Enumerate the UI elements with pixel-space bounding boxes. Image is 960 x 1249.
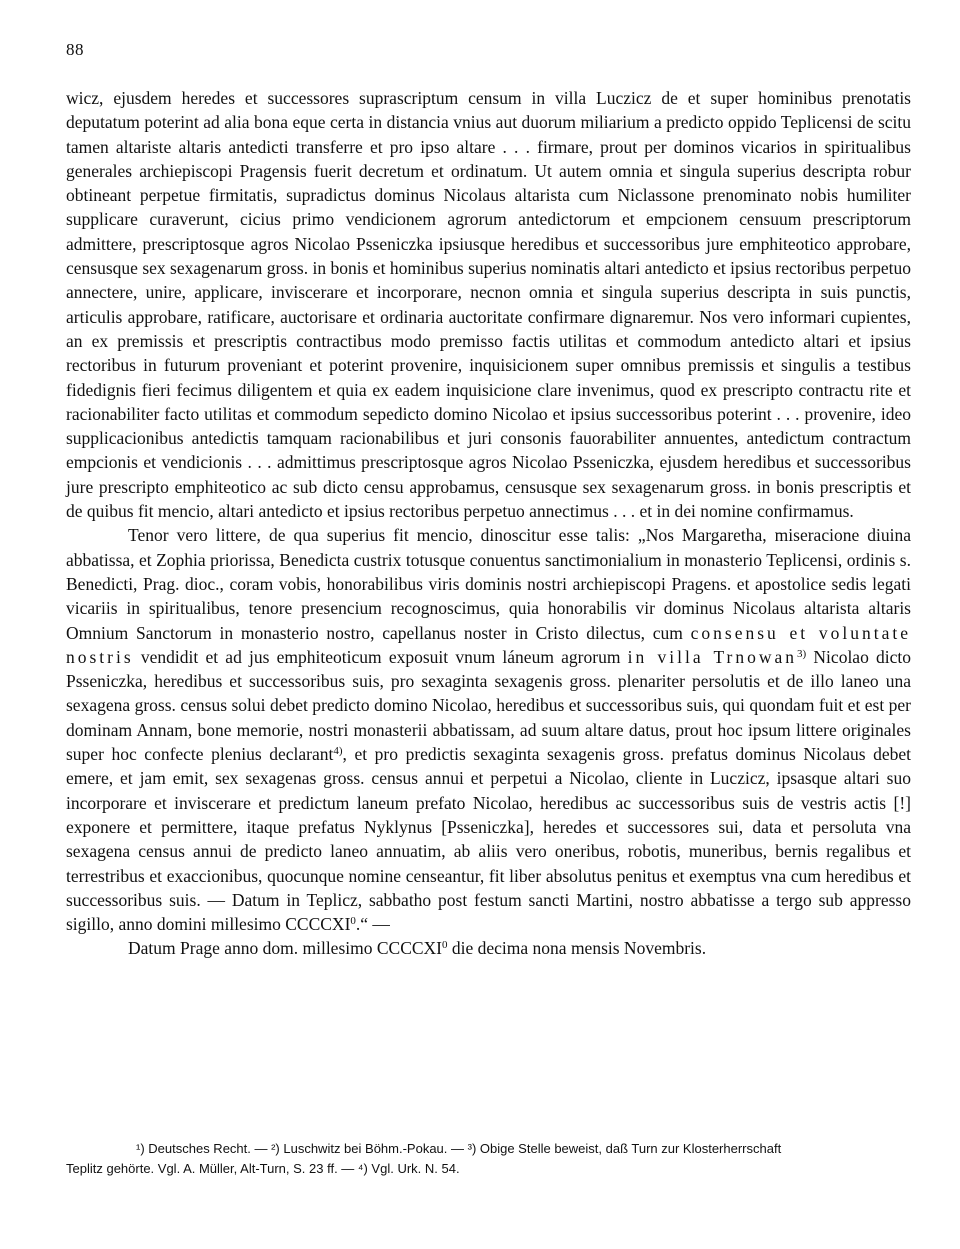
paragraph-3-part-a: Datum Prage anno dom. millesimo CCCCXI xyxy=(128,938,443,959)
spaced-phrase-villa: in villa Trnowan xyxy=(627,646,798,667)
footnote-line-1: ¹) Deutsches Recht. — ²) Luschwitz bei Böhm.-Pokau. — ³) Obige Stelle beweist, daß Turn zur Klosterherrschaft xyxy=(136,1141,782,1156)
paragraph-3-part-b: die decima nona mensis Novembris. xyxy=(447,938,707,959)
paragraph-2-end: .“ — xyxy=(355,914,390,935)
superscript-zero: 0 xyxy=(350,915,356,928)
footnote-ref-4: 4) xyxy=(333,745,343,758)
paragraph-2-part-a: Tenor vero littere, de qua superius fit mencio, dinoscitur esse talis: „Nos Margaretha, miseracione diuina abbatissa, et Zophia priorissa, Benedicta custrix totusque conuentus sanctimonialium in monasterio Teplicensi, ordinis s. Benedicti, Prag. dioc., coram vobis, honorabilibus viris dominis nostri archiepiscopi Pragens. et apostolice sedis legati vicariis in spiritualibus, tenore presencium recognoscimus, quia honorabilis vir dominus Nicolaus altarista altaris Omnium Sanctorum in monasterio nostro, capellanus noster in Cristo dilectus, cum xyxy=(66,525,911,643)
paragraph-1: wicz, ejusdem heredes et successores suprascriptum censum in villa Luczicz de et super hominibus prenotatis deputatum poterint ad alia bona eque certa in distancia vnius aut duorum miliarium a predicto oppido Teplicensi de scitu tamen altariste altaris antedicti transferre et pro ipso altare . . . firmare, prout per dominos vicarios in spiritualibus generales archiepiscopi Pragensis fuerit decretum et ordinatum. Ut autem omnia et singula superius descripta robur obtineant perpetue firmitatis, supradictus dominus Nicolaus altarista cum Niclassone prenominato nobis humiliter supplicare curaverunt, cicius primo vendicionem agrorum antedictorum et empcionem censuum prescriptorum admittere, prescriptosque agros Nicolao Psseniczka ipsiusque heredibus et successoribus jure emphiteotico approbare, censusque sex sexagenarum gross. in bonis et hominibus superius nominatis altari antedicto et ipsius rectoribus perpetuo annectere, unire, applicare, inviscerare et incorporare, necnon omnia et singula superius descripta in suis punctis, articulis approbare, ratificare, auctorisare et ordinaria auctoritate confirmare dignaremur. Nos vero informari cupientes, an ex premissis et prescriptis contractibus modo premisso factis utilitas et commodum antedicto altari et ipsius rectoribus in futurum proveniant et poterint provenire, inquisicionem super omnibus premissis et singulis a testibus fidedignis fieri fecimus diligentem et quia ex eadem inquisicione clare invenimus, quod ex prescripto contractu rite et racionabiliter facto utilitas et commodum sepedicto domino Nicolao et ipsius successoribus poterint . . . provenire, ideo supplicacionibus antedictis tamquam racionabilibus et juri consonis fauorabiliter annuentes, antedictum contractum empcionis et vendicionis . . . admittimus prescriptosque agros Nicolao Psseniczka, ejusdem heredibus et successoribus jure prescripto emphiteotico ac sub dicto censu approbamus, censusque sex sexagenarum gross. in bonis prescriptis et de quibus fit mencio, altari antedicto et ipsius rectoribus perpetuo annectimus . . . et in dei nomine confirmamus. xyxy=(66,88,911,522)
main-text xyxy=(66,86,911,961)
paragraph-3 xyxy=(66,936,911,960)
paragraph-2-part-d: , et pro predictis sexaginta sexagenis gross. prefatus dominus Nicolaus debet emere, et jam emit, sex sexagenas gross. census annui et perpetui a Nicolao, cliente in Luczicz, ipsasque altari suo incorporare et inviscerare et predictum laneum prefato Nicolao, heredibus ac successoribus suis de vestris actis [!] exponere et permittere, itaque prefatus Nyklynus [Psseniczka], heredes et successores sui, data et persoluta vna sexagena census annui de predicto laneo annuatim, ab aliis vero oneribus, robotis, muneribus, bernis regalibus et terrestribus et exaccionibus, quocunque nomine censeantur, fit liber absolutus penitus et exemptus vna cum heredibus et successoribus suis. — Datum in Teplicz, sabbatho post festum sancti Martini, nostro abbatisse a tergo sub appresso sigillo, anno domini millesimo CCCCXI xyxy=(66,744,911,935)
paragraph-2-part-b: vendidit et ad jus emphiteoticum exposuit vnum láneum agrorum xyxy=(140,646,621,667)
spaced-phrase-consensu: consensu et voluntate nostris xyxy=(66,622,912,667)
paragraph-2-part-c: Nicolao dicto Psseniczka, heredibus et successoribus suis, pro sexaginta sexagenis gross. plenariter persolutis et de illo laneo una sexagena gross. census solui debet predicto domino Nicolao, heredibus et successoribus suis, qui quondam fuit et est per dominam Annam, bone memorie, nostri monasterii abbatissam, ad suum altare datus, prout hoc ipsum littere originales super hoc confecte plenius declarant xyxy=(66,646,912,765)
superscript-zero-2: 0 xyxy=(442,939,448,952)
paragraph-2 xyxy=(66,523,911,936)
footnote-line-2: Teplitz gehörte. Vgl. A. Müller, Alt-Turn, S. 23 ff. — ⁴) Vgl. Urk. N. 54. xyxy=(66,1161,460,1176)
footnote-ref-3: 3) xyxy=(797,647,807,660)
footnotes xyxy=(66,1139,911,1179)
page-number: 88 xyxy=(66,40,84,59)
